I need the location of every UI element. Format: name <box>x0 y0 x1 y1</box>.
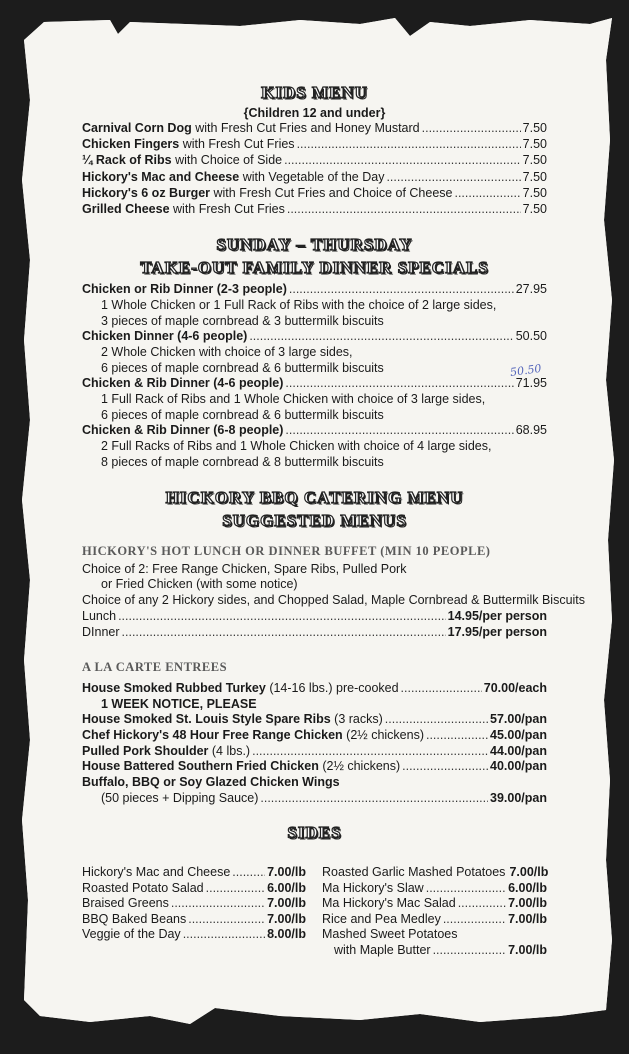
side-price: 7.00/lb <box>508 911 547 926</box>
kids-menu-item <box>82 153 547 168</box>
item-desc: with Fresh Cut Fries and Honey Mustard <box>191 121 420 135</box>
item-label <box>82 744 250 759</box>
side-name: Rice and Pea Medley <box>322 911 441 926</box>
side-name: Roasted Potato Salad <box>82 880 204 895</box>
kids-menu-item <box>82 170 547 185</box>
item-label <box>82 137 295 152</box>
item-name: Chef Hickory's 48 Hour Free Range Chicken <box>82 728 343 742</box>
item-label <box>82 728 424 743</box>
wings-desc: (50 pieces + Dipping Sauce) <box>101 791 259 805</box>
side-price: 7.00/lb <box>508 896 547 910</box>
item-price: 40.00/pan <box>490 759 547 773</box>
family-special-desc: 1 Full Rack of Ribs and 1 Whole Chicken with choice of 3 large sides, <box>101 392 486 406</box>
item-name: Chicken Dinner (4-6 people) <box>82 329 248 343</box>
item-label <box>82 423 283 438</box>
item-label <box>82 329 247 344</box>
catering-subtitle: SUGGESTED MENUS <box>222 511 407 530</box>
dinner-label: DInner <box>82 625 120 639</box>
family-special-item <box>82 329 547 344</box>
handwritten-price-note: 50.50 <box>509 361 543 380</box>
dinner-price: 17.95/per person <box>447 625 547 639</box>
item-price: 7.50 <box>522 169 547 184</box>
wings-price: 39.00/pan <box>490 791 547 805</box>
side-item <box>82 912 306 927</box>
side-item <box>322 912 547 927</box>
item-desc: (2½ chickens) <box>318 759 401 773</box>
side-price: 8.00/lb <box>267 927 306 941</box>
item-name: Chicken or Rib Dinner (2-3 people) <box>82 282 287 296</box>
item-name: ¼ Rack of Ribs <box>82 153 172 168</box>
item-label <box>82 121 420 136</box>
side-price: 6.00/lb <box>508 880 547 895</box>
item-price: 27.95 <box>515 282 547 296</box>
item-price: 68.95 <box>515 423 547 437</box>
buffet-line: Choice of any 2 Hickory sides, and Chopped Salad, Maple Cornbread & Buttermilk Biscuits <box>82 593 586 607</box>
family-special-desc: 8 pieces of maple cornbread & 8 buttermilk biscuits <box>101 454 384 469</box>
item-price: 7.50 <box>522 121 547 135</box>
side-price: 7.00/lb <box>267 865 306 879</box>
kids-menu-item <box>82 121 547 136</box>
family-special-desc: 2 Full Racks of Ribs and 1 Whole Chicken with choice of 4 large sides, <box>101 439 492 453</box>
side-name: Hickory's Mac and Cheese <box>82 865 231 879</box>
item-label <box>82 712 383 727</box>
side-item <box>322 865 547 880</box>
family-special-desc: 6 pieces of maple cornbread & 6 buttermilk biscuits <box>101 360 384 375</box>
item-price: 7.50 <box>522 137 547 152</box>
item-price: 71.95 <box>515 376 547 390</box>
item-name: Carnival Corn Dog <box>82 121 192 135</box>
wings-name: Buffalo, BBQ or Soy Glazed Chicken Wings <box>82 775 340 789</box>
item-label <box>82 282 287 297</box>
wings-row <box>101 791 547 806</box>
side-name: Ma Hickory's Slaw <box>322 880 424 895</box>
family-special-desc: 1 Whole Chicken or 1 Full Rack of Ribs with the choice of 2 large sides, <box>101 298 497 312</box>
side-name: Ma Hickory's Mac Salad <box>322 896 456 910</box>
lunch-price: 14.95/per person <box>447 609 547 623</box>
sweet-potato-name: Mashed Sweet Potatoes <box>322 927 458 941</box>
item-price: 57.00/pan <box>490 712 547 726</box>
side-name: BBQ Baked Beans <box>82 911 187 926</box>
item-desc: with Fresh Cut Fries <box>169 202 285 216</box>
item-name: Hickory's 6 oz Burger <box>82 185 211 200</box>
item-price: 70.00/each <box>483 681 547 695</box>
alacarte-item <box>82 759 547 774</box>
family-special-desc: 2 Whole Chicken with choice of 3 large sides, <box>101 345 353 359</box>
item-desc: (3 racks) <box>330 712 383 726</box>
side-name: Veggie of the Day <box>82 927 181 941</box>
item-label <box>82 376 283 391</box>
family-special-item <box>82 376 547 391</box>
item-desc: with Fresh Cut Fries <box>179 137 295 152</box>
sides-title: SIDES <box>287 823 342 842</box>
side-item <box>82 927 306 942</box>
item-name: Hickory's Mac and Cheese <box>82 169 240 184</box>
kids-menu-item <box>82 202 547 217</box>
side-name: Roasted Garlic Mashed Potatoes <box>322 865 506 879</box>
buffet-dinner-row <box>82 625 547 640</box>
buffet-lunch-row <box>82 609 547 624</box>
side-price: 7.00/lb <box>267 896 306 910</box>
item-name: Grilled Cheese <box>82 202 170 216</box>
side-price: 6.00/lb <box>267 880 306 895</box>
item-name: House Battered Southern Fried Chicken <box>82 759 319 773</box>
kids-menu-title: KIDS MENU <box>261 83 368 102</box>
item-price: 7.50 <box>522 202 547 216</box>
kids-menu-item <box>82 137 547 152</box>
family-special-desc: 3 pieces of maple cornbread & 3 buttermilk biscuits <box>101 313 384 328</box>
family-special-desc: 6 pieces of maple cornbread & 6 buttermilk biscuits <box>101 407 384 422</box>
kids-menu-subtitle: {Children 12 and under} <box>243 106 386 120</box>
item-name: Chicken & Rib Dinner (4-6 people) <box>82 376 284 390</box>
item-price: 50.50 <box>515 329 547 343</box>
lunch-label: Lunch <box>82 609 117 623</box>
sweet-potato-row <box>334 943 547 958</box>
alacarte-item <box>82 728 547 743</box>
item-label <box>82 186 452 201</box>
side-item <box>82 865 306 880</box>
family-title-specials: TAKE-OUT FAMILY DINNER SPECIALS <box>140 258 489 277</box>
alacarte-item <box>82 744 547 759</box>
family-special-item <box>82 282 547 297</box>
alacarte-item <box>82 712 547 727</box>
side-item <box>322 881 547 896</box>
alacarte-heading: A LA CARTE ENTREES <box>82 660 228 674</box>
side-price: 7.00/lb <box>267 911 306 926</box>
side-item <box>322 896 547 911</box>
item-label <box>82 202 285 217</box>
side-name: Braised Greens <box>82 896 169 910</box>
item-desc: with Choice of Side <box>171 153 283 168</box>
side-price: 7.00/lb <box>509 865 549 879</box>
item-price: 44.00/pan <box>490 744 547 758</box>
catering-title: HICKORY BBQ CATERING MENU <box>165 488 464 507</box>
family-title-days: SUNDAY – THURSDAY <box>216 235 413 254</box>
item-name: Chicken & Rib Dinner (6-8 people) <box>82 423 284 437</box>
alacarte-item <box>82 681 547 696</box>
item-name: House Smoked Rubbed Turkey <box>82 681 266 695</box>
item-name: House Smoked St. Louis Style Spare Ribs <box>82 712 331 726</box>
kids-menu-item <box>82 186 547 201</box>
item-label <box>82 153 282 168</box>
item-desc: (14-16 lbs.) pre-cooked <box>265 681 399 695</box>
buffet-line: or Fried Chicken (with some notice) <box>101 577 298 591</box>
sweet-potato-price: 7.00/lb <box>508 943 547 957</box>
item-label <box>82 759 400 774</box>
item-name: Chicken Fingers <box>82 137 180 152</box>
item-price: 7.50 <box>522 153 547 168</box>
turkey-notice: 1 WEEK NOTICE, PLEASE <box>101 697 257 711</box>
sweet-potato-desc: with Maple Butter <box>334 943 431 957</box>
buffet-line: Choice of 2: Free Range Chicken, Spare Ribs, Pulled Pork <box>82 562 407 576</box>
family-special-item <box>82 423 547 438</box>
item-desc: with Vegetable of the Day <box>239 169 385 184</box>
buffet-heading: HICKORY'S HOT LUNCH OR DINNER BUFFET (MIN 10 PEOPLE) <box>82 544 491 558</box>
side-item <box>82 881 306 896</box>
side-item <box>82 896 306 911</box>
item-price: 7.50 <box>522 185 547 200</box>
item-label <box>82 681 399 696</box>
item-desc: (2½ chickens) <box>342 728 424 742</box>
item-desc: with Fresh Cut Fries and Choice of Cheese <box>210 185 453 200</box>
item-label <box>82 170 384 185</box>
item-price: 45.00/pan <box>490 728 547 742</box>
item-name: Pulled Pork Shoulder <box>82 744 209 758</box>
item-desc: (4 lbs.) <box>208 744 251 758</box>
